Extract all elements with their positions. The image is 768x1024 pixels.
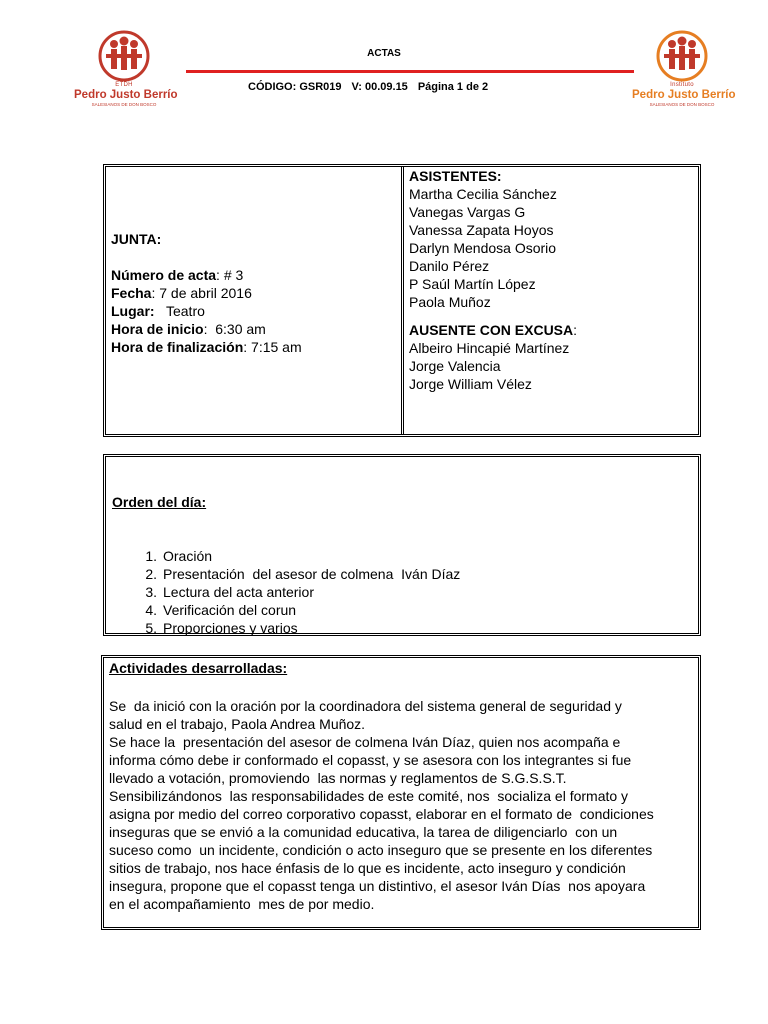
- ausentes-title-row: [409, 321, 577, 339]
- fecha-value: : 7 de abril 2016: [151, 285, 252, 301]
- fecha-row: [111, 284, 302, 302]
- asistentes-title: ASISTENTES:: [409, 168, 502, 184]
- asistentes-list: [409, 167, 577, 393]
- hora-fin-row: [111, 338, 302, 356]
- agenda-item-number: 4.: [145, 602, 157, 618]
- activities-line: suceso como un incidente, condición o acto inseguro que se presente en los diferentes: [109, 842, 653, 858]
- lugar-row: [111, 302, 302, 320]
- agenda-item: [130, 601, 460, 619]
- asistentes-cell: [404, 167, 698, 434]
- agenda-item-number: 3.: [145, 584, 157, 600]
- asistente-name: P Saúl Martín López: [409, 276, 536, 292]
- logo-sup-text: Instituto: [670, 82, 694, 88]
- header-divider: [186, 70, 634, 73]
- logo-name-text: Pedro Justo Berrío: [74, 89, 178, 101]
- lugar-label: Lugar:: [111, 303, 155, 319]
- junta-details: [111, 230, 302, 356]
- agenda-item-number: 1.: [145, 548, 157, 564]
- asistente-name: Vanegas Vargas G: [409, 204, 526, 220]
- ausente-name: Jorge William Vélez: [409, 376, 532, 392]
- agenda-item-text: Proporciones y varios: [163, 620, 298, 636]
- activities-line: Se hace la presentación del asesor de colmena Iván Díaz, quien nos acompaña e: [109, 734, 621, 750]
- agenda-item: [130, 547, 460, 565]
- logo-sup-text: ETDH: [115, 82, 133, 88]
- agenda-list: [130, 547, 460, 637]
- activities-section: [101, 655, 701, 930]
- logo-name-text: Pedro Justo Berrío: [632, 89, 736, 101]
- agenda-item-number: 2.: [145, 566, 157, 582]
- activities-line: salud en el trabajo, Paola Andrea Muñoz.: [109, 716, 366, 732]
- document-page: Página 1 de 2: [417, 81, 489, 93]
- logo-sub-text: SALESIANOS DE DON BOSCO: [91, 102, 157, 107]
- numero-acta-value: : # 3: [216, 267, 244, 283]
- fecha-label: Fecha: [111, 285, 152, 301]
- activities-line: inseguras que se envió a la comunidad educativa, la tarea de diligenciarlo con un: [109, 824, 618, 840]
- activities-line: sitios de trabajo, nos hace énfasis de lo que es incidente, acto inseguro y condición: [109, 860, 626, 876]
- agenda-section: [103, 454, 701, 636]
- agenda-item: [130, 619, 460, 637]
- logo-sub-text: SALESIANOS DE DON BOSCO: [649, 102, 715, 107]
- document-title: ACTAS: [367, 48, 401, 59]
- activities-line: Sensibilizándonos las responsabilidades de este comité, nos socializa el formato y: [109, 788, 629, 804]
- asistente-name: Martha Cecilia Sánchez: [409, 186, 557, 202]
- agenda-item: [130, 565, 460, 583]
- hora-inicio-value: : 6:30 am: [203, 321, 266, 337]
- hora-inicio-row: [111, 320, 302, 338]
- document-version: V: 00.09.15: [351, 81, 408, 93]
- junta-cell: [106, 167, 404, 434]
- ausente-name: Albeiro Hincapié Martínez: [409, 340, 570, 356]
- asistente-name: Vanessa Zapata Hoyos: [409, 222, 554, 238]
- activities-line: Se da inició con la oración por la coordinadora del sistema general de seguridad y: [109, 698, 622, 714]
- asistente-name: Danilo Pérez: [409, 258, 490, 274]
- ausentes-title: AUSENTE CON EXCUSA: [409, 322, 574, 338]
- agenda-item: [130, 583, 460, 601]
- junta-title: JUNTA:: [111, 231, 162, 247]
- numero-acta-label: Número de acta: [111, 267, 217, 283]
- activities-body: [109, 697, 697, 913]
- agenda-item-text: Oración: [163, 548, 213, 564]
- activities-line: informa cómo debe ir conformado el copasst, y se asesora con los integrantes si fue: [109, 752, 632, 768]
- hora-fin-label: Hora de finalización: [111, 339, 244, 355]
- hora-fin-value: : 7:15 am: [243, 339, 302, 355]
- ausente-name: Jorge Valencia: [409, 358, 501, 374]
- agenda-item-text: Lectura del acta anterior: [163, 584, 314, 600]
- ausentes-colon: :: [573, 322, 578, 338]
- hora-inicio-label: Hora de inicio: [111, 321, 204, 337]
- agenda-title: Orden del día:: [112, 494, 207, 510]
- activities-line: en el acompañamiento mes de por medio.: [109, 896, 375, 912]
- activities-title: Actividades desarrolladas:: [109, 660, 288, 676]
- meeting-info-table: [103, 164, 701, 437]
- institution-logo-right: [632, 30, 736, 116]
- numero-acta-row: [111, 266, 302, 284]
- lugar-value: Teatro: [154, 303, 205, 319]
- agenda-item-text: Presentación del asesor de colmena Iván Díaz: [163, 566, 461, 582]
- logo-emblem-icon: [650, 30, 714, 82]
- activities-line: asigna por medio del correo corporativo copasst, elaborar en el formato de condiciones: [109, 806, 654, 822]
- agenda-item-text: Verificación del corun: [163, 602, 297, 618]
- asistente-name: Paola Muñoz: [409, 294, 491, 310]
- document-code: CÓDIGO: GSR019: [248, 81, 342, 93]
- agenda-item-number: 5.: [145, 620, 157, 636]
- document-code-line: [248, 81, 488, 93]
- asistente-name: Darlyn Mendosa Osorio: [409, 240, 557, 256]
- activities-line: llevado a votación, promoviendo las normas y reglamentos de S.G.S.S.T.: [109, 770, 567, 786]
- activities-line: insegura, propone que el copasst tenga un distintivo, el asesor Iván Días nos apoyara: [109, 878, 646, 894]
- institution-logo-left: [74, 30, 178, 116]
